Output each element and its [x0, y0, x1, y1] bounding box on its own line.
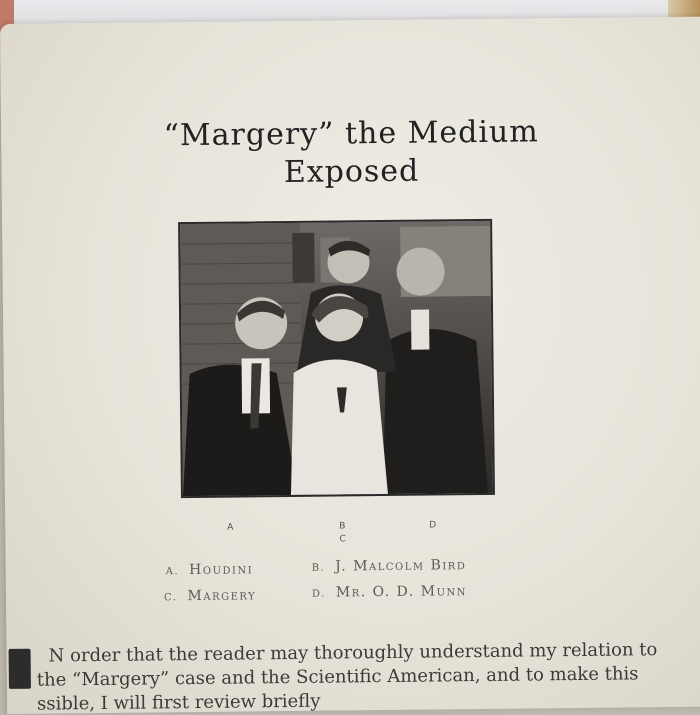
caption-c-name: Margery — [187, 587, 257, 605]
caption-a — [166, 561, 254, 578]
caption-a-key: A. — [165, 566, 180, 578]
position-letter-d: D — [429, 520, 438, 531]
caption-d — [312, 583, 467, 601]
drop-cap-letter-image — [9, 649, 31, 689]
caption-c-key: C. — [163, 592, 178, 604]
body-text-line-2: the “Margery” case and the Scientific American, and to make this — [36, 663, 639, 691]
body-text-line-3: ssible, I will first review briefly — [37, 690, 321, 715]
position-letter-a: A — [227, 522, 235, 533]
caption-b-key: B. — [311, 562, 326, 574]
article-title-line-2: Exposed — [283, 153, 420, 191]
group-photograph — [178, 219, 495, 498]
article-title-line-1: “Margery” the Medium — [163, 114, 539, 154]
book-page — [0, 17, 700, 714]
caption-b-name: J. Malcolm Bird — [335, 557, 467, 575]
caption-c — [164, 587, 256, 604]
caption-a-name: Houdini — [189, 561, 254, 579]
position-letter-b: B — [339, 521, 347, 532]
caption-d-key: D. — [311, 588, 326, 600]
body-text-line-1: N order that the reader may thoroughly understand my relation to — [48, 639, 658, 667]
photograph-image — [180, 221, 493, 496]
caption-d-name: Mr. O. D. Munn — [335, 583, 468, 601]
position-letter-c: C — [339, 534, 347, 545]
caption-b — [312, 557, 467, 575]
